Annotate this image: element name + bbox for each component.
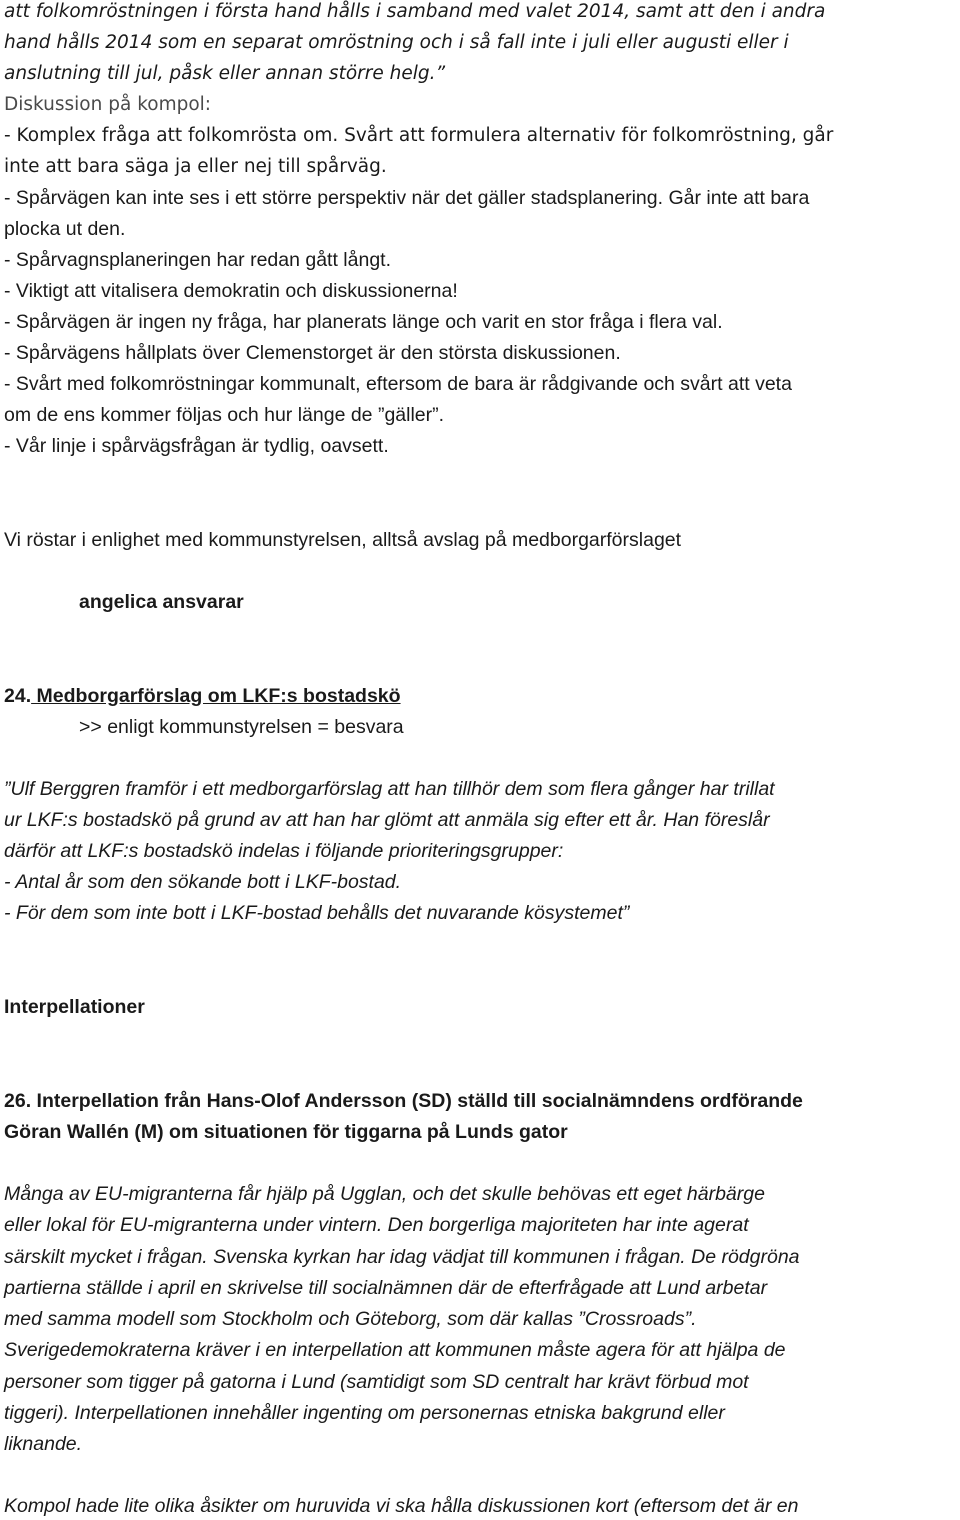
- discussion-line: - Komplex fråga att folkomrösta om. Svårt att formulera alternativ för folkomröstning, går: [4, 125, 834, 146]
- item-26-body-line: Sverigedemokraterna kräver i en interpellation att kommunen måste agera för att hjälpa de: [4, 1339, 786, 1361]
- vote-line: Vi röstar i enlighet med kommunstyrelsen, alltså avslag på medborgarförslaget: [4, 529, 682, 551]
- item-26-body-line: tiggeri). Interpellationen innehåller ingenting om personernas etniska bakgrund eller: [4, 1402, 725, 1424]
- responsible-line: angelica ansvarar: [79, 591, 244, 613]
- item-26-body-line: med samma modell som Stockholm och Göteborg, som där kallas ”Crossroads”.: [4, 1308, 697, 1330]
- item-26-body-line: Många av EU-migranterna får hjälp på Ugglan, och det skulle behövas ett eget härbärge: [4, 1183, 765, 1205]
- item-24-quote-line: därför att LKF:s bostadskö indelas i följande prioriteringsgrupper:: [4, 840, 564, 862]
- item-26-heading: [4, 1089, 803, 1113]
- bullet-line: - Spårvägen kan inte ses i ett större perspektiv när det gäller stadsplanering. Går inte att bara: [4, 187, 810, 209]
- discussion-heading: Diskussion på kompol:: [4, 94, 212, 115]
- item-24-quote-line: - För dem som inte bott i LKF-bostad behålls det nuvarande kösystemet”: [4, 902, 630, 924]
- item-26-body-line: eller lokal för EU-migranterna under vintern. Den borgerliga majoriteten har inte agerat: [4, 1214, 749, 1236]
- item-26-title-line2: Göran Wallén (M) om situationen för tiggarna på Lunds gator: [4, 1121, 568, 1143]
- intro-quote-line: att folkomröstningen i första hand hålls i samband med valet 2014, samt att den i andra: [4, 1, 826, 22]
- bullet-line: - Viktigt att vitalisera demokratin och diskussionerna!: [4, 280, 458, 302]
- bullet-line: plocka ut den.: [4, 218, 126, 240]
- bullet-line: - Spårvagnsplaneringen har redan gått långt.: [4, 249, 392, 271]
- item-24-quote-line: ”Ulf Berggren framför i ett medborgarförslag att han tillhör dem som flera gånger har trillat: [4, 778, 775, 800]
- item-24-heading: [4, 684, 401, 708]
- item-24-title: Medborgarförslag om LKF:s bostadskö: [31, 685, 401, 707]
- bullet-line: om de ens kommer följas och hur länge de ”gäller”.: [4, 404, 445, 426]
- item-26-body-line: personer som tigger på gatorna i Lund (samtidigt som SD centralt har krävt förbud mot: [4, 1371, 749, 1393]
- item-26-body-line: särskilt mycket i frågan. Svenska kyrkan har idag vädjat till kommunen i frågan. De rödgröna: [4, 1246, 800, 1268]
- item-26-title-line1: Interpellation från Hans-Olof Andersson (SD) ställd till socialnämndens ordförande: [31, 1090, 803, 1112]
- item-26-body-line: liknande.: [4, 1433, 83, 1455]
- item-24-recommendation: >> enligt kommunstyrelsen = besvara: [79, 716, 404, 738]
- section-heading: Interpellationer: [4, 996, 145, 1018]
- bullet-line: - Spårvägen är ingen ny fråga, har planerats länge och varit en stor fråga i flera val.: [4, 311, 723, 333]
- intro-quote-line: hand hålls 2014 som en separat omröstning och i så fall inte i juli eller augusti eller i: [4, 32, 789, 53]
- bullet-line: - Svårt med folkomröstningar kommunalt, eftersom de bara är rådgivande och svårt att veta: [4, 373, 792, 395]
- item-24-number: 24.: [4, 685, 32, 707]
- item-24-quote-line: - Antal år som den sökande bott i LKF-bostad.: [4, 871, 402, 893]
- item-26-number: 26.: [4, 1090, 32, 1112]
- item-26-body-line: partierna ställde i april en skrivelse till socialnämnen där de efterfrågade att Lund arbetar: [4, 1277, 768, 1299]
- item-26-closing-line: Kompol hade lite olika åsikter om huruvida vi ska hålla diskussionen kort (eftersom det är en: [4, 1495, 799, 1517]
- bullet-line: - Spårvägens hållplats över Clemenstorget är den största diskussionen.: [4, 342, 621, 364]
- intro-quote-line: anslutning till jul, påsk eller annan större helg.”: [4, 63, 446, 84]
- item-24-quote-line: ur LKF:s bostadskö på grund av att han har glömt att anmäla sig efter ett år. Han föreslår: [4, 809, 770, 831]
- discussion-line: inte att bara säga ja eller nej till spårväg.: [4, 156, 387, 177]
- bullet-line: - Vår linje i spårvägsfrågan är tydlig, oavsett.: [4, 435, 389, 457]
